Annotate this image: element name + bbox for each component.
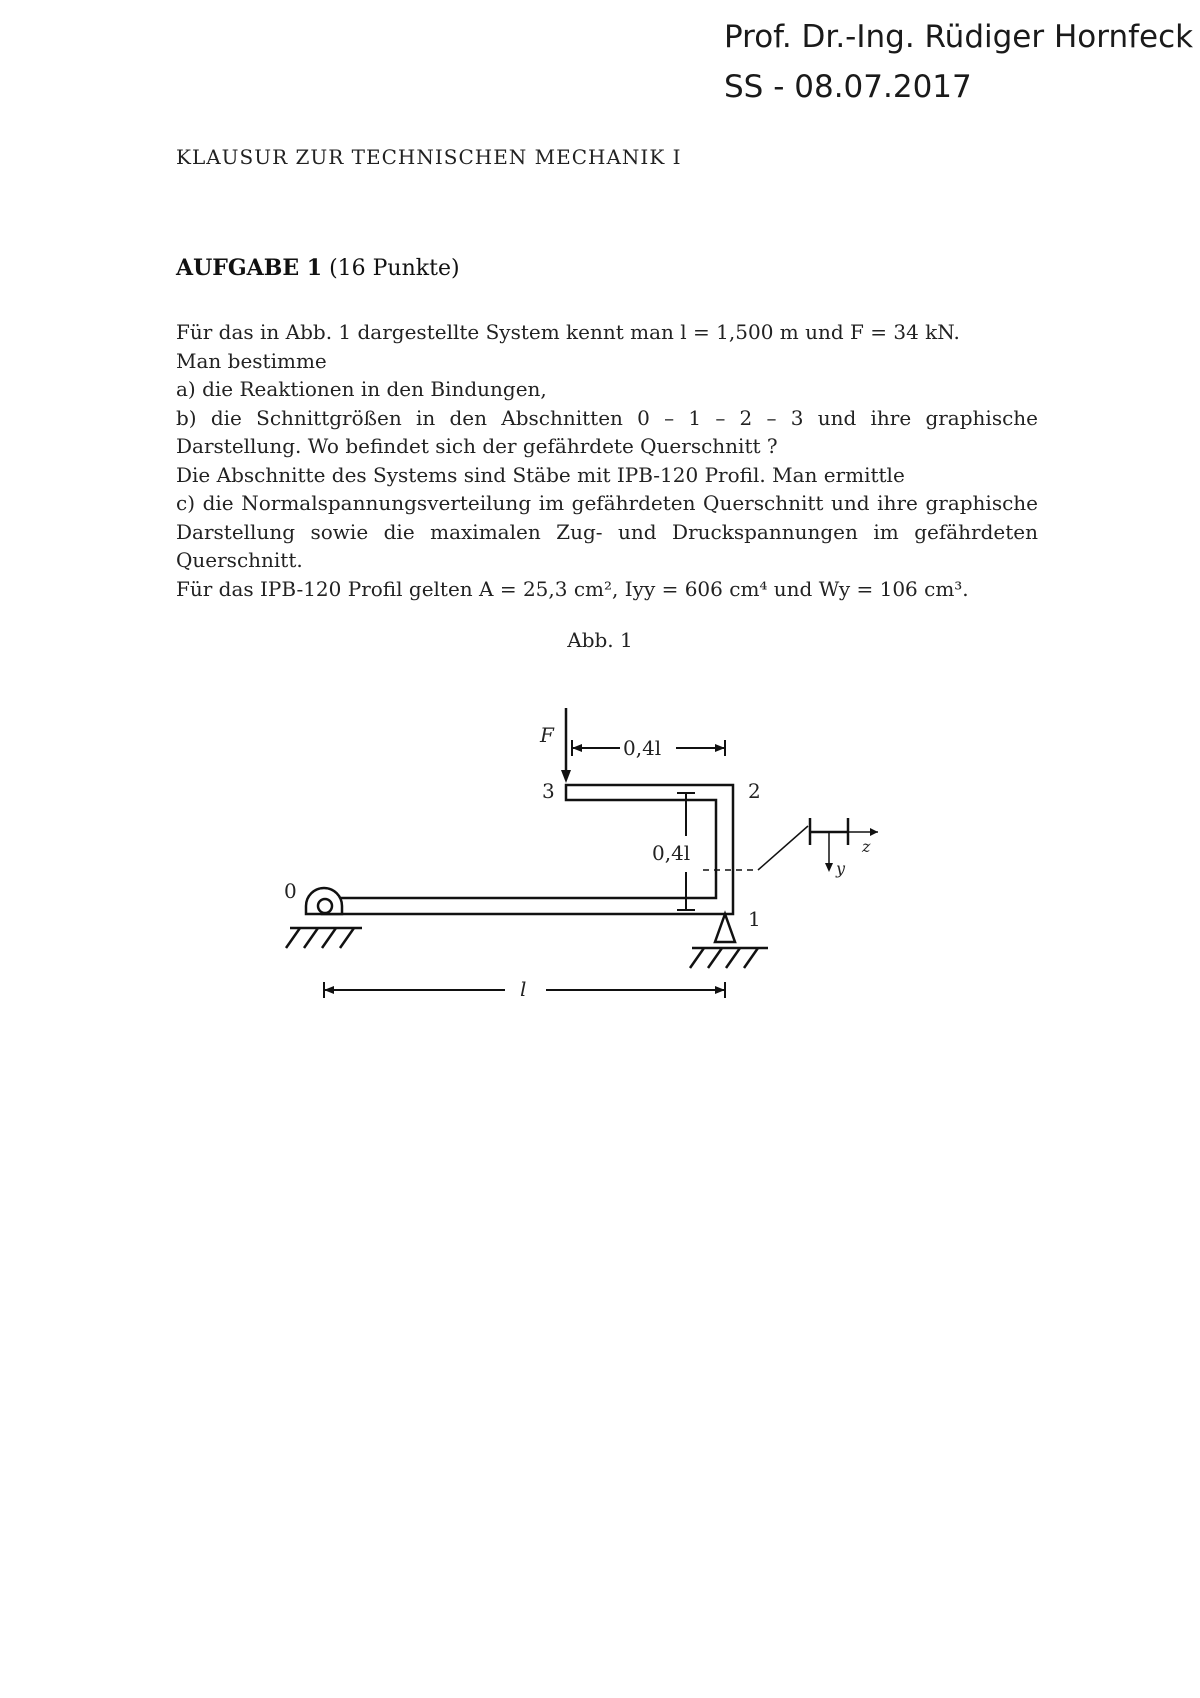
force-label: F [540,723,554,747]
author: Prof. Dr.-Ing. Rüdiger Hornfeck [724,19,1194,55]
task-label: AUFGABE 1 [176,255,323,281]
axis-y-label: y [836,859,846,878]
task-points: (16 Punkte) [329,256,460,281]
text-line: a) die Reaktionen in den Bindungen, [176,377,547,401]
text-line: Die Abschnitte des Systems sind Stäbe mit IPB-120 Profil. Man ermittle [176,462,905,487]
text-line: Man bestimme [176,348,327,373]
dim-bottom-label: l [520,977,527,1001]
node-label-3: 3 [542,779,555,803]
axis-z-label: z [862,837,871,856]
dim-top-label: 0,4l [623,736,662,760]
text-line: c) die Normalspannungsverteilung im gefährdeten Querschnitt und ihre graphische Darstellung sowie die maximalen Zug- und Druckspannungen im gefährdeten Querschnitt. [176,491,1038,572]
exam-date: SS - 08.07.2017 [724,69,972,105]
text-line: Für das in Abb. 1 dargestellte System kennt man l = 1,500 m und F = 34 kN. [176,320,960,344]
text-line: b) die Schnittgrößen in den Abschnitten 0 – 1 – 2 – 3 und ihre graphische Darstellung. Wo befindet sich der gefährdete Querschnitt ? [176,405,1038,458]
exam-title: KLAUSUR ZUR TECHNISCHEN MECHANIK I [176,145,682,169]
figure-caption: Abb. 1 [567,628,633,652]
force-arrowhead [561,770,571,783]
support-1 [715,914,735,942]
pin-support-0 [306,888,342,914]
text-line: Für das IPB-120 Profil gelten A = 25,3 cm², Iyy = 606 cm⁴ und Wy = 106 cm³. [176,576,969,601]
node-label-0: 0 [284,879,297,903]
node-label-1: 1 [748,907,761,931]
node-label-2: 2 [748,779,761,803]
dim-vertical-label: 0,4l [652,841,691,865]
